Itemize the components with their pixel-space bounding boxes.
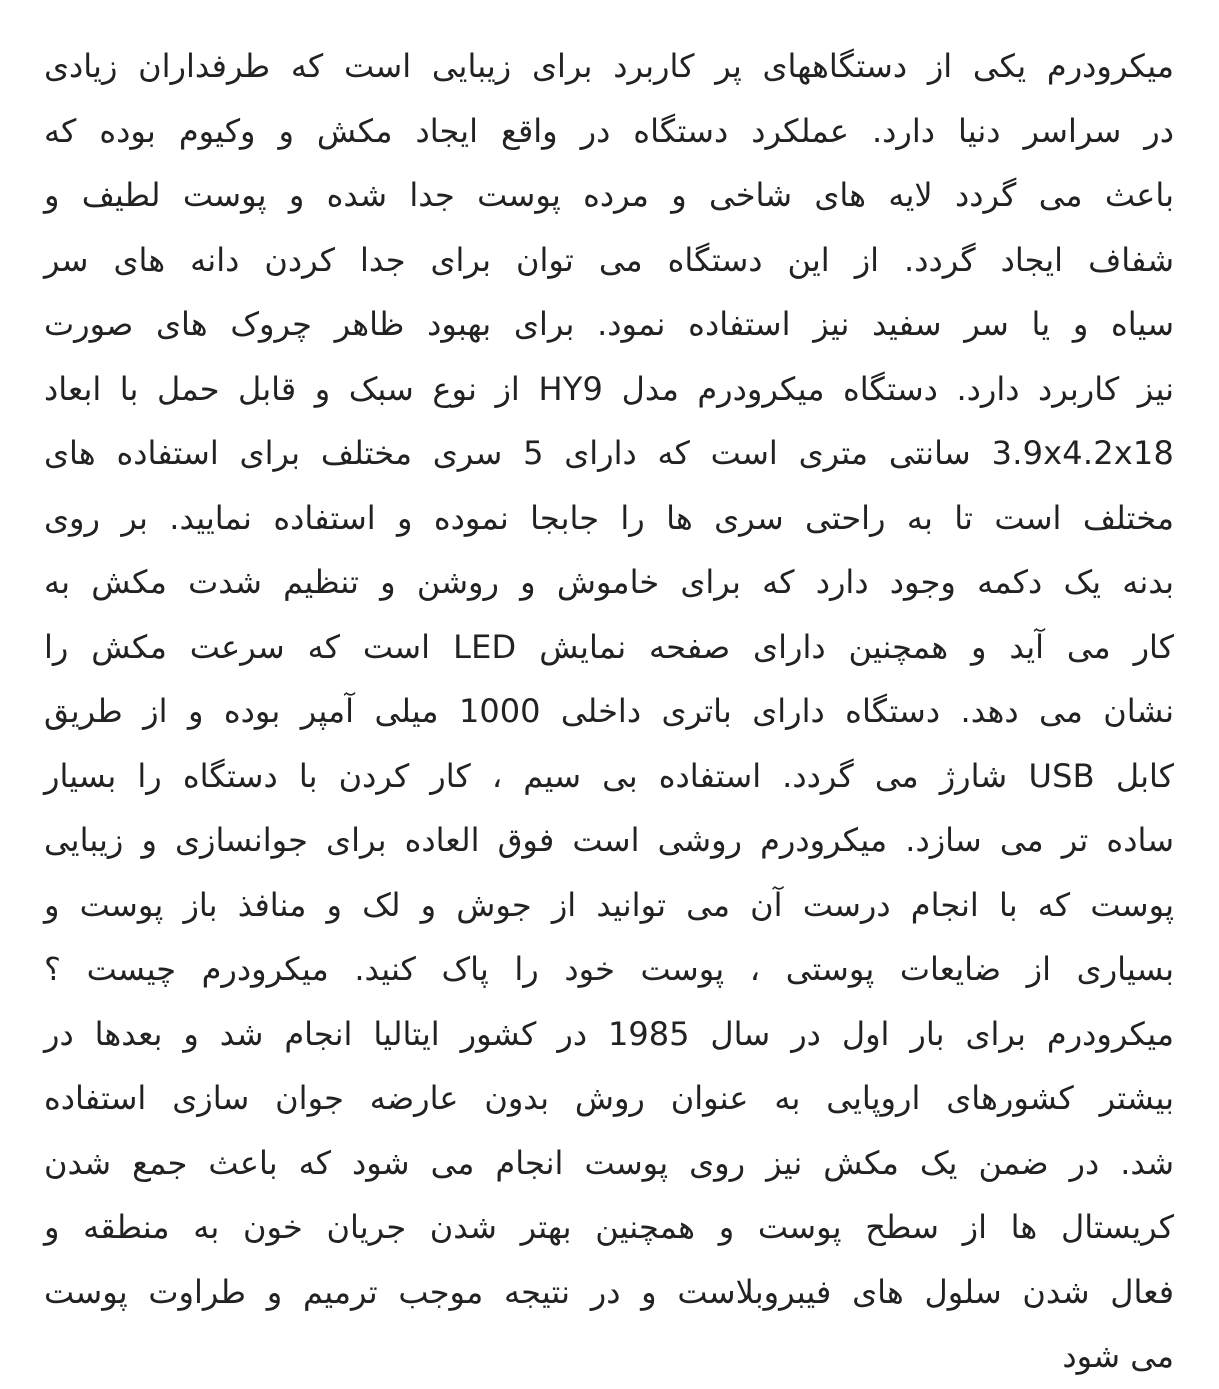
text-line: فعال شدن سلول های فیبروبلاست و در نتیجه موجب ترمیم و طراوت پوست <box>44 1272 1174 1311</box>
text-line: در سراسر دنیا دارد. عملکرد دستگاه در واقع ایجاد مکش و وکیوم بوده که <box>44 111 1174 150</box>
text-line: بیشتر کشورهای اروپایی به عنوان روش بدون عارضه جوان سازی استفاده <box>44 1079 1174 1117</box>
text-line: سیاه و یا سر سفید نیز استفاده نمود. برای بهبود ظاهر چروک های صورت <box>44 305 1174 343</box>
text-line: میکرودرم یکی از دستگاههای پر کاربرد برای زیبایی است که طرفداران زیادی <box>44 47 1174 85</box>
text-line: کار می آید و همچنین دارای صفحه نمایش LED است که سرعت مکش را <box>44 627 1175 666</box>
text-line: کابل USB شارژ می گردد. استفاده بی سیم ، کار کردن با دستگاه را بسیار <box>44 756 1175 795</box>
text-line: باعث می گردد لایه های شاخی و مرده پوست جدا شده و پوست لطیف و <box>44 176 1174 214</box>
text-line: میکرودرم برای بار اول در سال 1985 در کشور ایتالیا انجام شد و بعدها در <box>44 1014 1175 1053</box>
text-line: شد. در ضمن یک مکش نیز روی پوست انجام می شود که باعث جمع شدن <box>44 1143 1174 1182</box>
text-line: نشان می دهد. دستگاه دارای باتری داخلی 1000 میلی آمپر بوده و از طریق <box>44 692 1174 730</box>
text-line: 3.9x4.2x18 سانتی متری است که دارای 5 سری مختلف برای استفاده های <box>44 434 1175 472</box>
text-line: شفاف ایجاد گردد. از این دستگاه می توان برای جدا کردن دانه های سر <box>44 240 1174 279</box>
text-line: پوست که با انجام درست آن می توانید از جوش و لک و منافذ باز پوست و <box>44 885 1174 924</box>
text-line: بسیاری از ضایعات پوستی ، پوست خود را پاک کنید. میکرودرم چیست ؟ <box>44 950 1174 988</box>
text-line: بدنه یک دکمه وجود دارد که برای خاموش و روشن و تنظیم شدت مکش به <box>44 563 1174 601</box>
text-line: مختلف است تا به راحتی سری ها را جابجا نموده و استفاده نمایید. بر روی <box>44 498 1174 537</box>
text-line: کریستال ها از سطح پوست و همچنین بهتر شدن جریان خون به منطقه و <box>44 1208 1174 1246</box>
text-line: ساده تر می سازد. میکرودرم روشی است فوق العاده برای جوانسازی و زیبایی <box>44 821 1174 859</box>
article-body <box>44 34 1174 1389</box>
text-line: نیز کاربرد دارد. دستگاه میکرودرم مدل HY9 از نوع سبک و قابل حمل با ابعاد <box>44 369 1175 408</box>
text-line-last: می شود <box>1062 1337 1174 1375</box>
